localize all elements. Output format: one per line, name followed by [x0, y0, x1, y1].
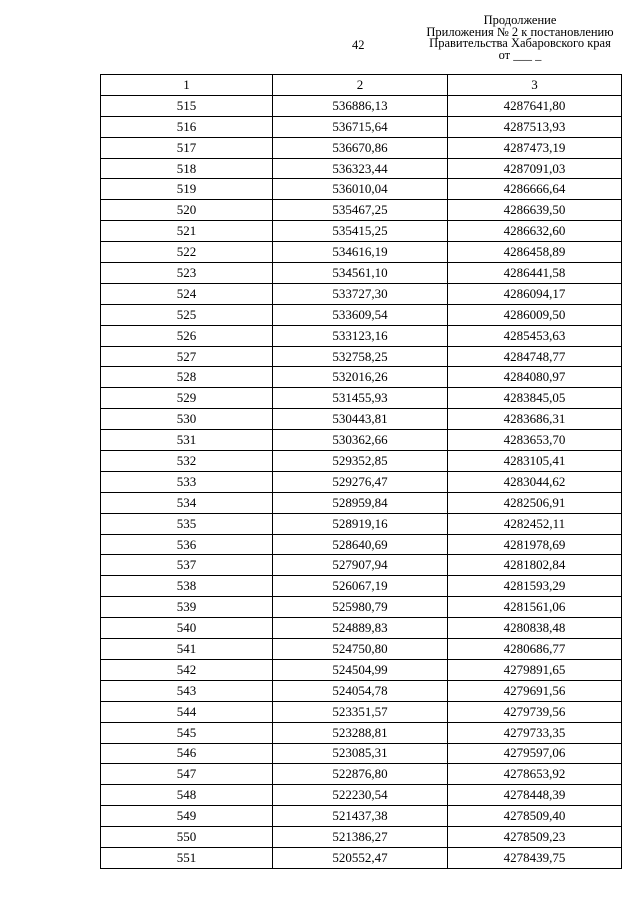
x-coordinate-cell: 536715,64 — [273, 116, 448, 137]
x-coordinate-cell: 536010,04 — [273, 179, 448, 200]
point-number-cell: 526 — [101, 325, 273, 346]
x-coordinate-cell: 521386,27 — [273, 827, 448, 848]
y-coordinate-cell: 4282452,11 — [448, 513, 622, 534]
x-coordinate-cell: 536323,44 — [273, 158, 448, 179]
y-coordinate-cell: 4283845,05 — [448, 388, 622, 409]
x-coordinate-cell: 534616,19 — [273, 242, 448, 263]
table-row — [101, 827, 622, 848]
table-row — [101, 263, 622, 284]
table-row — [101, 555, 622, 576]
table-row — [101, 680, 622, 701]
x-coordinate-cell: 530443,81 — [273, 409, 448, 430]
y-coordinate-cell: 4286666,64 — [448, 179, 622, 200]
x-coordinate-cell: 524889,83 — [273, 618, 448, 639]
point-number-cell: 541 — [101, 639, 273, 660]
point-number-cell: 551 — [101, 847, 273, 868]
header-block — [410, 15, 630, 61]
table-row — [101, 179, 622, 200]
y-coordinate-cell: 4281802,84 — [448, 555, 622, 576]
table-row — [101, 388, 622, 409]
y-coordinate-cell: 4282506,91 — [448, 492, 622, 513]
point-number-cell: 538 — [101, 576, 273, 597]
point-number-cell: 536 — [101, 534, 273, 555]
column-header-2: 2 — [273, 75, 448, 96]
y-coordinate-cell: 4279597,06 — [448, 743, 622, 764]
x-coordinate-cell: 528959,84 — [273, 492, 448, 513]
y-coordinate-cell: 4286094,17 — [448, 283, 622, 304]
point-number-cell: 530 — [101, 409, 273, 430]
table-row — [101, 847, 622, 868]
x-coordinate-cell: 534561,10 — [273, 263, 448, 284]
x-coordinate-cell: 532758,25 — [273, 346, 448, 367]
point-number-cell: 546 — [101, 743, 273, 764]
y-coordinate-cell: 4283686,31 — [448, 409, 622, 430]
y-coordinate-cell: 4278439,75 — [448, 847, 622, 868]
x-coordinate-cell: 532016,26 — [273, 367, 448, 388]
y-coordinate-cell: 4278509,40 — [448, 806, 622, 827]
point-number-cell: 548 — [101, 785, 273, 806]
table-row — [101, 451, 622, 472]
table-row — [101, 116, 622, 137]
table-row — [101, 492, 622, 513]
y-coordinate-cell: 4286632,60 — [448, 221, 622, 242]
point-number-cell: 523 — [101, 263, 273, 284]
point-number-cell: 518 — [101, 158, 273, 179]
point-number-cell: 517 — [101, 137, 273, 158]
x-coordinate-cell: 531455,93 — [273, 388, 448, 409]
x-coordinate-cell: 528640,69 — [273, 534, 448, 555]
x-coordinate-cell: 533609,54 — [273, 304, 448, 325]
table-row — [101, 701, 622, 722]
table-row — [101, 158, 622, 179]
table-row — [101, 576, 622, 597]
x-coordinate-cell: 526067,19 — [273, 576, 448, 597]
point-number-cell: 525 — [101, 304, 273, 325]
table-row — [101, 722, 622, 743]
point-number-cell: 524 — [101, 283, 273, 304]
column-header-1: 1 — [101, 75, 273, 96]
y-coordinate-cell: 4280686,77 — [448, 639, 622, 660]
y-coordinate-cell: 4283653,70 — [448, 430, 622, 451]
point-number-cell: 545 — [101, 722, 273, 743]
coordinates-table — [100, 74, 622, 869]
table-row — [101, 137, 622, 158]
x-coordinate-cell: 533727,30 — [273, 283, 448, 304]
table-row — [101, 806, 622, 827]
table-body — [101, 95, 622, 868]
table-row — [101, 304, 622, 325]
x-coordinate-cell: 536670,86 — [273, 137, 448, 158]
table-row — [101, 764, 622, 785]
y-coordinate-cell: 4279691,56 — [448, 680, 622, 701]
x-coordinate-cell: 524054,78 — [273, 680, 448, 701]
header-line-date: от ___ _ — [498, 47, 542, 62]
point-number-cell: 531 — [101, 430, 273, 451]
y-coordinate-cell: 4278448,39 — [448, 785, 622, 806]
x-coordinate-cell: 525980,79 — [273, 597, 448, 618]
y-coordinate-cell: 4286458,89 — [448, 242, 622, 263]
x-coordinate-cell: 520552,47 — [273, 847, 448, 868]
point-number-cell: 549 — [101, 806, 273, 827]
table-row — [101, 409, 622, 430]
x-coordinate-cell: 533123,16 — [273, 325, 448, 346]
point-number-cell: 527 — [101, 346, 273, 367]
point-number-cell: 528 — [101, 367, 273, 388]
table-row — [101, 597, 622, 618]
x-coordinate-cell: 536886,13 — [273, 95, 448, 116]
x-coordinate-cell: 522876,80 — [273, 764, 448, 785]
table-row — [101, 534, 622, 555]
point-number-cell: 550 — [101, 827, 273, 848]
y-coordinate-cell: 4278509,23 — [448, 827, 622, 848]
x-coordinate-cell: 521437,38 — [273, 806, 448, 827]
y-coordinate-cell: 4284748,77 — [448, 346, 622, 367]
point-number-cell: 534 — [101, 492, 273, 513]
y-coordinate-cell: 4283105,41 — [448, 451, 622, 472]
y-coordinate-cell: 4287513,93 — [448, 116, 622, 137]
point-number-cell: 540 — [101, 618, 273, 639]
header-line-appendix: Приложения № 2 к постановлению — [426, 24, 614, 39]
table-row — [101, 659, 622, 680]
point-number-cell: 547 — [101, 764, 273, 785]
x-coordinate-cell: 523288,81 — [273, 722, 448, 743]
x-coordinate-cell: 530362,66 — [273, 430, 448, 451]
y-coordinate-cell: 4286639,50 — [448, 200, 622, 221]
y-coordinate-cell: 4279733,35 — [448, 722, 622, 743]
x-coordinate-cell: 529276,47 — [273, 471, 448, 492]
x-coordinate-cell: 522230,54 — [273, 785, 448, 806]
table-row — [101, 639, 622, 660]
column-header-3: 3 — [448, 75, 622, 96]
table-row — [101, 618, 622, 639]
y-coordinate-cell: 4283044,62 — [448, 471, 622, 492]
point-number-cell: 535 — [101, 513, 273, 534]
table-row — [101, 221, 622, 242]
table-row — [101, 346, 622, 367]
point-number-cell: 516 — [101, 116, 273, 137]
page-number: 42 — [352, 38, 365, 52]
y-coordinate-cell: 4285453,63 — [448, 325, 622, 346]
table-row — [101, 200, 622, 221]
y-coordinate-cell: 4281978,69 — [448, 534, 622, 555]
point-number-cell: 544 — [101, 701, 273, 722]
table-row — [101, 367, 622, 388]
y-coordinate-cell: 4287091,03 — [448, 158, 622, 179]
y-coordinate-cell: 4284080,97 — [448, 367, 622, 388]
header-line-continuation: Продолжение — [483, 13, 557, 27]
table-row — [101, 513, 622, 534]
table-row — [101, 430, 622, 451]
y-coordinate-cell: 4286009,50 — [448, 304, 622, 325]
point-number-cell: 539 — [101, 597, 273, 618]
table-row — [101, 471, 622, 492]
y-coordinate-cell: 4281561,06 — [448, 597, 622, 618]
table-row — [101, 95, 622, 116]
header-line-government: Правительства Хабаровского края — [429, 36, 611, 50]
point-number-cell: 542 — [101, 659, 273, 680]
y-coordinate-cell: 4278653,92 — [448, 764, 622, 785]
table-row — [101, 743, 622, 764]
x-coordinate-cell: 529352,85 — [273, 451, 448, 472]
x-coordinate-cell: 524504,99 — [273, 659, 448, 680]
y-coordinate-cell: 4287473,19 — [448, 137, 622, 158]
point-number-cell: 519 — [101, 179, 273, 200]
point-number-cell: 529 — [101, 388, 273, 409]
table-header-row — [101, 75, 622, 96]
y-coordinate-cell: 4279891,65 — [448, 659, 622, 680]
x-coordinate-cell: 535467,25 — [273, 200, 448, 221]
y-coordinate-cell: 4281593,29 — [448, 576, 622, 597]
point-number-cell: 520 — [101, 200, 273, 221]
point-number-cell: 543 — [101, 680, 273, 701]
point-number-cell: 537 — [101, 555, 273, 576]
x-coordinate-cell: 527907,94 — [273, 555, 448, 576]
point-number-cell: 515 — [101, 95, 273, 116]
point-number-cell: 522 — [101, 242, 273, 263]
y-coordinate-cell: 4280838,48 — [448, 618, 622, 639]
x-coordinate-cell: 535415,25 — [273, 221, 448, 242]
point-number-cell: 532 — [101, 451, 273, 472]
x-coordinate-cell: 524750,80 — [273, 639, 448, 660]
y-coordinate-cell: 4279739,56 — [448, 701, 622, 722]
table-row — [101, 325, 622, 346]
x-coordinate-cell: 528919,16 — [273, 513, 448, 534]
x-coordinate-cell: 523351,57 — [273, 701, 448, 722]
point-number-cell: 521 — [101, 221, 273, 242]
y-coordinate-cell: 4287641,80 — [448, 95, 622, 116]
table-row — [101, 242, 622, 263]
point-number-cell: 533 — [101, 471, 273, 492]
table-row — [101, 785, 622, 806]
x-coordinate-cell: 523085,31 — [273, 743, 448, 764]
table-row — [101, 283, 622, 304]
y-coordinate-cell: 4286441,58 — [448, 263, 622, 284]
